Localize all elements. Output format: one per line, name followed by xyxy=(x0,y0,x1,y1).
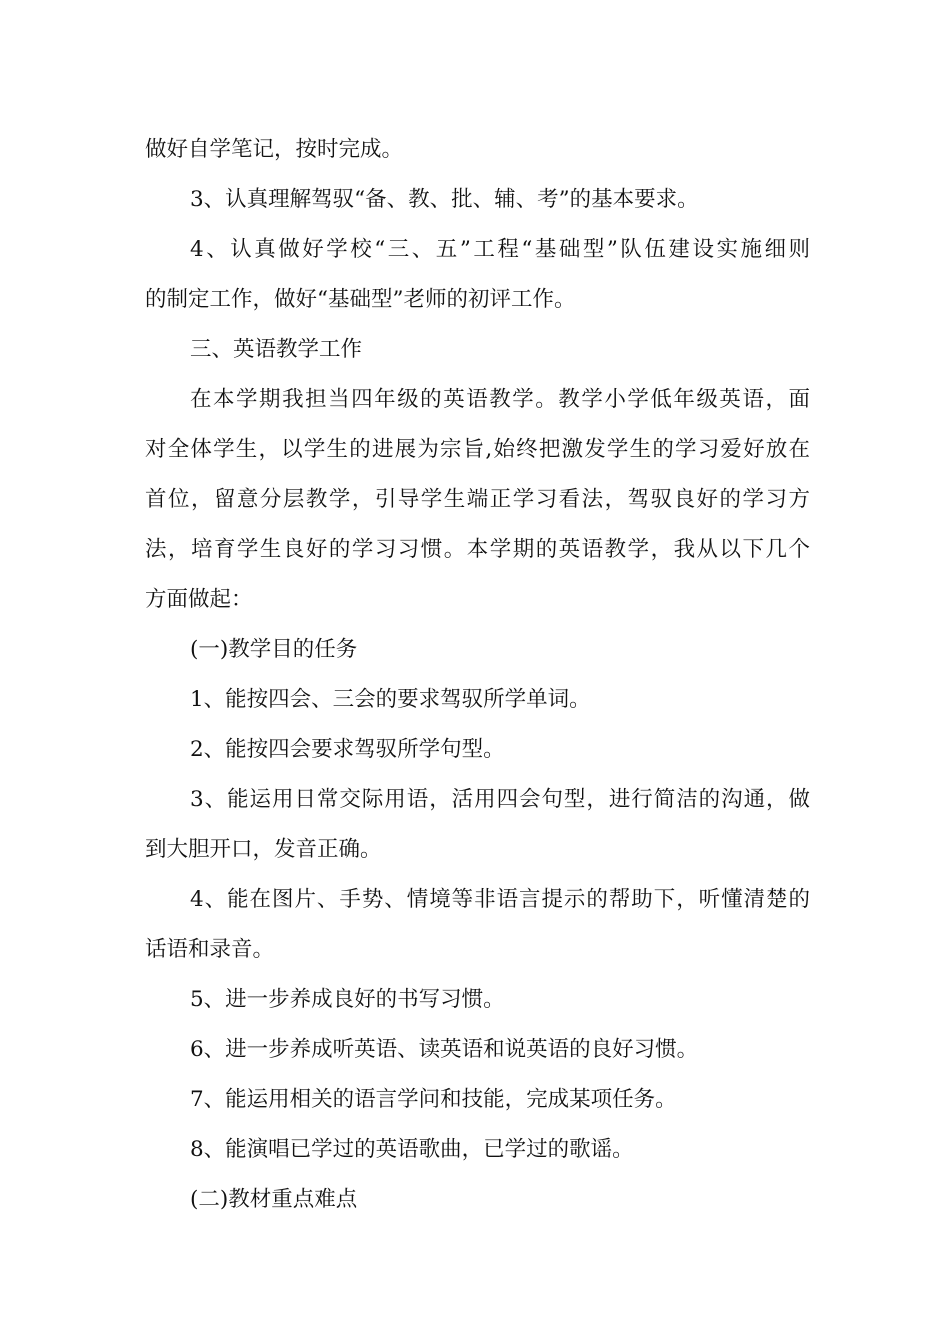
section-heading: 三、英语教学工作 xyxy=(190,337,363,362)
list-item: 4、能在图片、手势、情境等非语言提示的帮助下，听懂清楚的 xyxy=(190,887,810,912)
text-line: 在本学期我担当四年级的英语教学。教学小学低年级英语，面 xyxy=(190,387,810,412)
subsection-heading: (二)教材重点难点 xyxy=(190,1187,358,1212)
list-item: 5、进一步养成良好的书写习惯。 xyxy=(190,987,505,1012)
text-line: 法，培育学生良好的学习习惯。本学期的英语教学，我从以下几个 xyxy=(145,537,810,562)
list-item: 7、能运用相关的语言学问和技能，完成某项任务。 xyxy=(190,1087,677,1112)
text-line: 首位，留意分层教学，引导学生端正学习看法，驾驭良好的学习方 xyxy=(145,487,810,512)
text-line: 3、认真理解驾驭“备、教、批、辅、考”的基本要求。 xyxy=(190,187,699,212)
text-line: 对全体学生，以学生的进展为宗旨,始终把激发学生的学习爱好放在 xyxy=(145,437,810,462)
list-item: 3、能运用日常交际用语，活用四会句型，进行简洁的沟通，做 xyxy=(190,787,810,812)
list-item: 8、能演唱已学过的英语歌曲，已学过的歌谣。 xyxy=(190,1137,634,1162)
text-line: 到大胆开口，发音正确。 xyxy=(145,837,382,862)
list-item: 6、进一步养成听英语、读英语和说英语的良好习惯。 xyxy=(190,1037,699,1062)
text-line: 方面做起： xyxy=(145,587,253,612)
list-item: 2、能按四会要求驾驭所学句型。 xyxy=(190,737,505,762)
subsection-heading: (一)教学目的任务 xyxy=(190,637,358,662)
text-line: 4、认真做好学校“三、五”工程“基础型”队伍建设实施细则 xyxy=(190,237,810,262)
text-line: 做好自学笔记，按时完成。 xyxy=(145,137,404,162)
text-line: 话语和录音。 xyxy=(145,937,275,962)
list-item: 1、能按四会、三会的要求驾驭所学单词。 xyxy=(190,687,591,712)
text-line: 的制定工作，做好“基础型”老师的初评工作。 xyxy=(145,287,576,312)
